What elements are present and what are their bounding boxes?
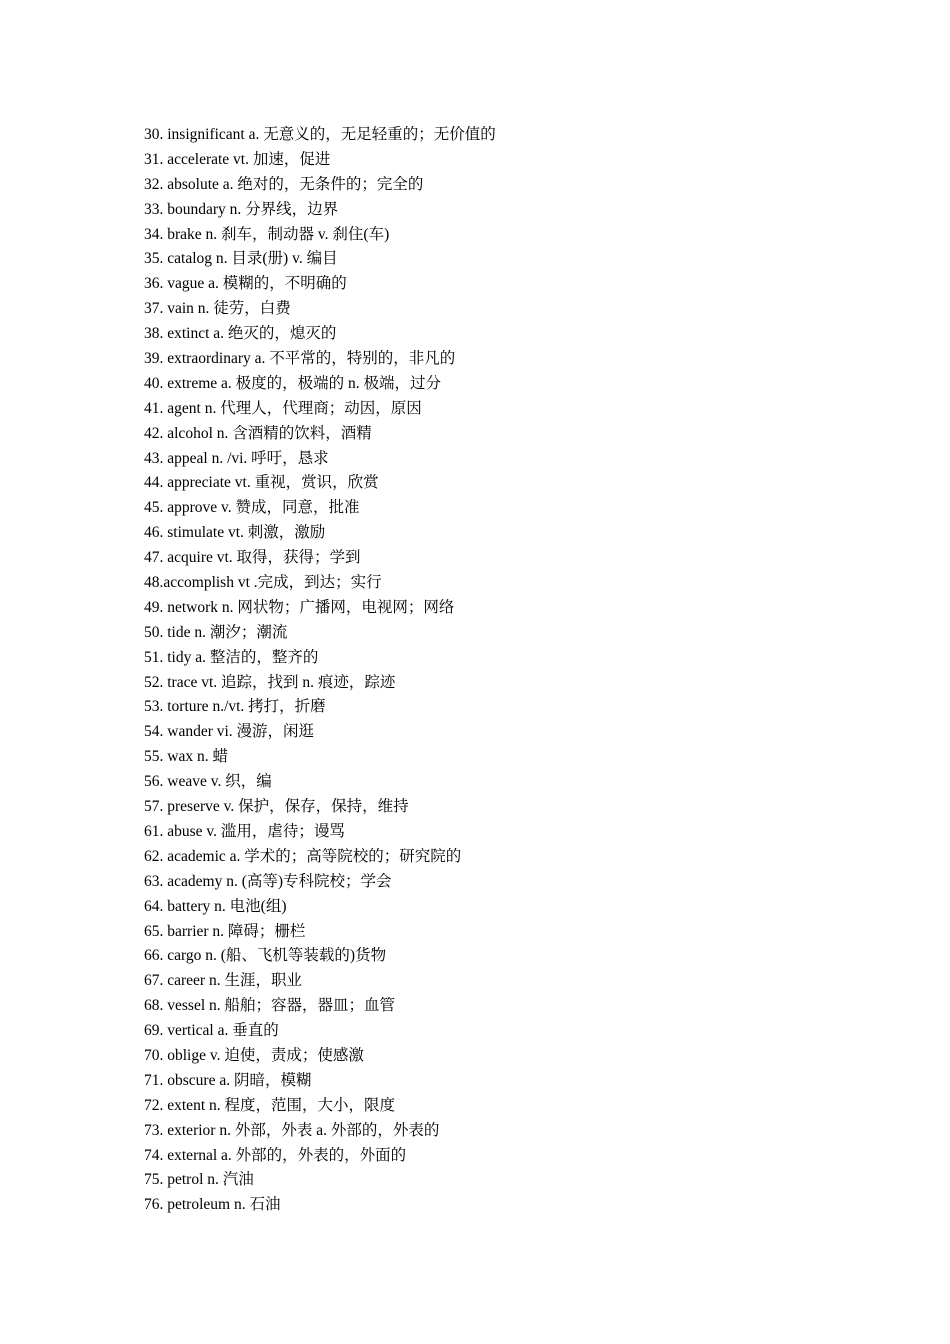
vocabulary-entry: 62. academic a. 学术的；高等院校的；研究院的 xyxy=(144,847,462,865)
vocabulary-entry: 67. career n. 生涯，职业 xyxy=(144,972,302,990)
vocabulary-entry: 70. oblige v. 迫使，责成；使感激 xyxy=(144,1046,364,1064)
vocabulary-entry: 48.accomplish vt .完成，到达；实行 xyxy=(144,574,382,592)
vocabulary-entry: 71. obscure a. 阴暗，模糊 xyxy=(144,1071,312,1089)
vocabulary-entry: 34. brake n. 刹车，制动器 v. 刹住(车) xyxy=(144,225,390,243)
vocabulary-entry: 46. stimulate vt. 刺激，激励 xyxy=(144,524,326,542)
vocabulary-entry: 74. external a. 外部的，外表的，外面的 xyxy=(144,1146,407,1164)
vocabulary-list xyxy=(144,123,844,1218)
vocabulary-entry: 37. vain n. 徒劳，白费 xyxy=(144,300,291,318)
vocabulary-entry: 64. battery n. 电池(组) xyxy=(144,897,287,915)
vocabulary-entry: 40. extreme a. 极度的，极端的 n. 极端，过分 xyxy=(144,374,442,392)
vocabulary-entry: 66. cargo n. (船、飞机等装载的)货物 xyxy=(144,947,387,965)
vocabulary-entry: 32. absolute a. 绝对的，无条件的；完全的 xyxy=(144,175,424,193)
vocabulary-entry: 75. petrol n. 汽油 xyxy=(144,1171,254,1189)
vocabulary-entry: 57. preserve v. 保护，保存，保持，维持 xyxy=(144,798,409,816)
vocabulary-entry: 51. tidy a. 整洁的，整齐的 xyxy=(144,648,319,666)
vocabulary-entry: 63. academy n. (高等)专科院校；学会 xyxy=(144,872,392,890)
vocabulary-entry: 65. barrier n. 障碍；栅栏 xyxy=(144,922,306,940)
vocabulary-entry: 38. extinct a. 绝灭的，熄灭的 xyxy=(144,325,337,343)
vocabulary-entry: 72. extent n. 程度，范围，大小，限度 xyxy=(144,1096,395,1114)
vocabulary-entry: 49. network n. 网状物；广播网，电视网；网络 xyxy=(144,598,455,616)
vocabulary-entry: 30. insignificant a. 无意义的，无足轻重的；无价值的 xyxy=(144,126,496,143)
vocabulary-entry: 55. wax n. 蜡 xyxy=(144,748,228,766)
vocabulary-entry: 36. vague a. 模糊的，不明确的 xyxy=(144,275,347,293)
vocabulary-entry: 56. weave v. 织，编 xyxy=(144,773,272,791)
vocabulary-entry: 33. boundary n. 分界线，边界 xyxy=(144,200,339,218)
vocabulary-entry: 50. tide n. 潮汐；潮流 xyxy=(144,623,288,641)
vocabulary-entry: 53. torture n./vt. 拷打，折磨 xyxy=(144,698,326,716)
vocabulary-entry: 43. appeal n. /vi. 呼吁，恳求 xyxy=(144,449,329,467)
vocabulary-entry: 73. exterior n. 外部，外表 a. 外部的，外表的 xyxy=(144,1121,440,1139)
vocabulary-entry: 35. catalog n. 目录(册) v. 编目 xyxy=(144,250,338,268)
vocabulary-entry: 47. acquire vt. 取得，获得；学到 xyxy=(144,549,361,567)
vocabulary-entry: 42. alcohol n. 含酒精的饮料，酒精 xyxy=(144,424,372,442)
vocabulary-entry: 54. wander vi. 漫游，闲逛 xyxy=(144,723,315,741)
vocabulary-entry: 69. vertical a. 垂直的 xyxy=(144,1022,279,1040)
vocabulary-entry: 52. trace vt. 追踪，找到 n. 痕迹，踪迹 xyxy=(144,673,396,691)
vocabulary-entry: 44. appreciate vt. 重视，赏识，欣赏 xyxy=(144,474,379,492)
vocabulary-entry: 61. abuse v. 滥用，虐待；谩骂 xyxy=(144,822,345,840)
vocabulary-entry: 41. agent n. 代理人，代理商；动因，原因 xyxy=(144,399,422,417)
vocabulary-entry: 76. petroleum n. 石油 xyxy=(144,1196,281,1214)
vocabulary-entry: 31. accelerate vt. 加速，促进 xyxy=(144,150,331,168)
vocabulary-entry: 39. extraordinary a. 不平常的，特别的，非凡的 xyxy=(144,350,456,368)
vocabulary-entry: 68. vessel n. 船舶；容器，器皿；血管 xyxy=(144,997,396,1015)
vocabulary-entry: 45. approve v. 赞成，同意，批准 xyxy=(144,499,360,517)
